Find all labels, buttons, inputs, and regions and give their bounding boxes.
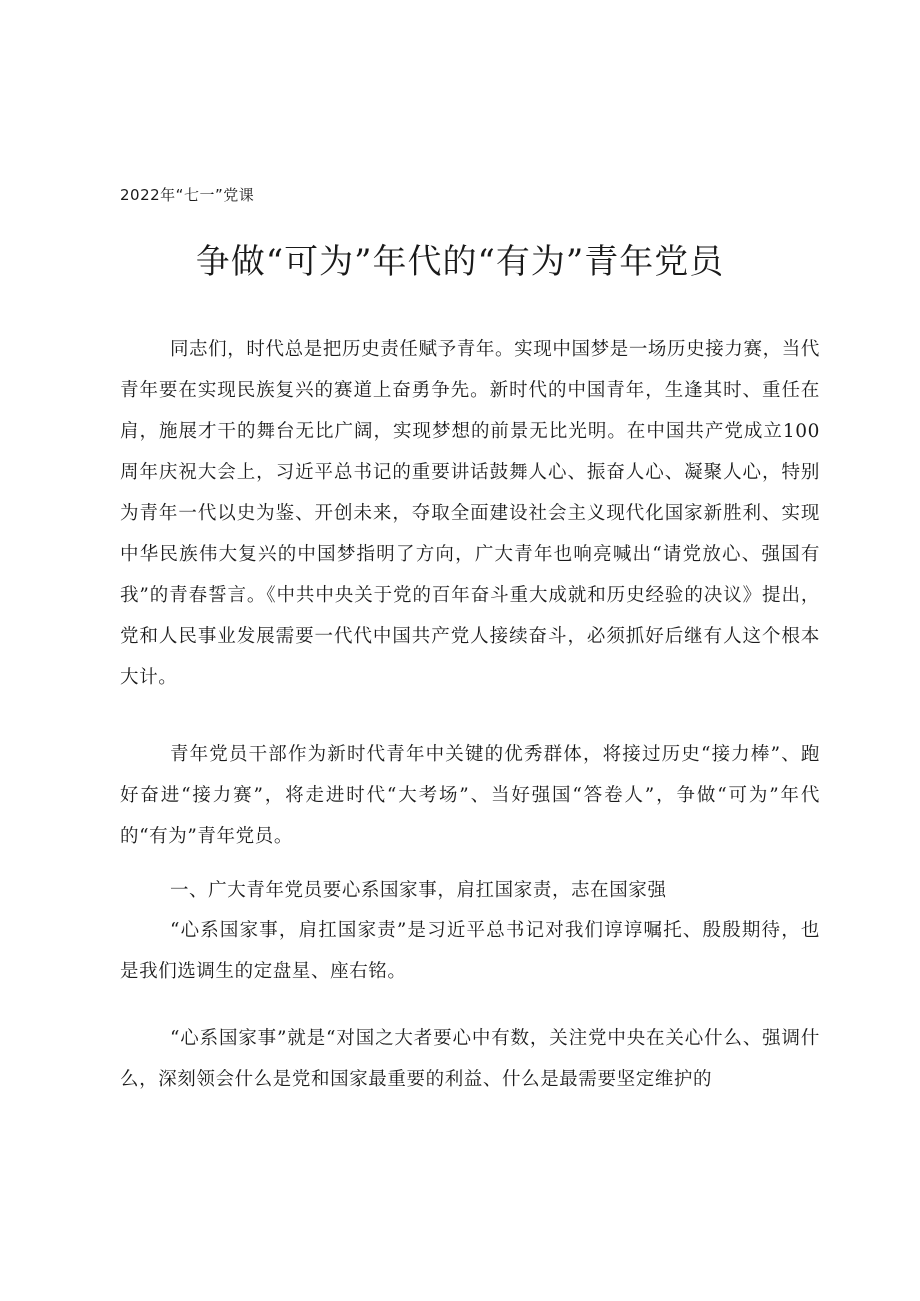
- paragraph-text: 青年党员干部作为新时代青年中关键的优秀群体，将接过历史“接力棒”、跑好奋进“接力赛”，将走进时代“大考场”、当好强国“答卷人”，争做“可为”年代的“有为”青年党员。: [120, 744, 820, 847]
- section-heading: [120, 870, 820, 911]
- section-heading-text: 一、广大青年党员要心系国家事，肩扛国家责，志在国家强: [169, 880, 667, 901]
- paragraph-text: “心系国家事”就是“对国之大者要心中有数，关注党中央在关心什么、强调什么，深刻领会什么是党和国家最重要的利益、什么是最需要坚定维护的: [120, 1028, 820, 1090]
- document-title: 争做“可为”年代的“有为”青年党员: [195, 242, 725, 282]
- paragraph-intro: [120, 329, 820, 698]
- paragraph-motto: [120, 910, 820, 992]
- paragraph-text: 同志们，时代总是把历史责任赋予青年。实现中国梦是一场历史接力赛，当代青年要在实现民族复兴的赛道上奋勇争先。新时代的中国青年，生逢其时、重任在肩，施展才干的舞台无比广阔，实现梦想的前景无比光明。在中国共产党成立100周年庆祝大会上，习近平总书记的重要讲话鼓舞人心、振奋人心、凝聚人心，特别为青年一代以史为鉴、开创未来，夺取全面建设社会主义现代化国家新胜利、实现中华民族伟大复兴的中国梦指明了方向，广大青年也响亮喊出“请党放心、强国有我”的青春誓言。《中共中央关于党的百年奋斗重大成就和历史经验的决议》提出，党和人民事业发展需要一代代中国共产党人接续奋斗，必须抓好后继有人这个根本大计。: [120, 339, 820, 688]
- paragraph-text: “心系国家事，肩扛国家责”是习近平总书记对我们谆谆嘱托、殷殷期待，也是我们选调生的定盘星、座右铭。: [120, 920, 820, 982]
- paragraph-concern: [120, 1018, 820, 1100]
- paragraph-youth-cadres: [120, 734, 820, 857]
- header-tag: 2022年“七一”党课: [120, 186, 255, 204]
